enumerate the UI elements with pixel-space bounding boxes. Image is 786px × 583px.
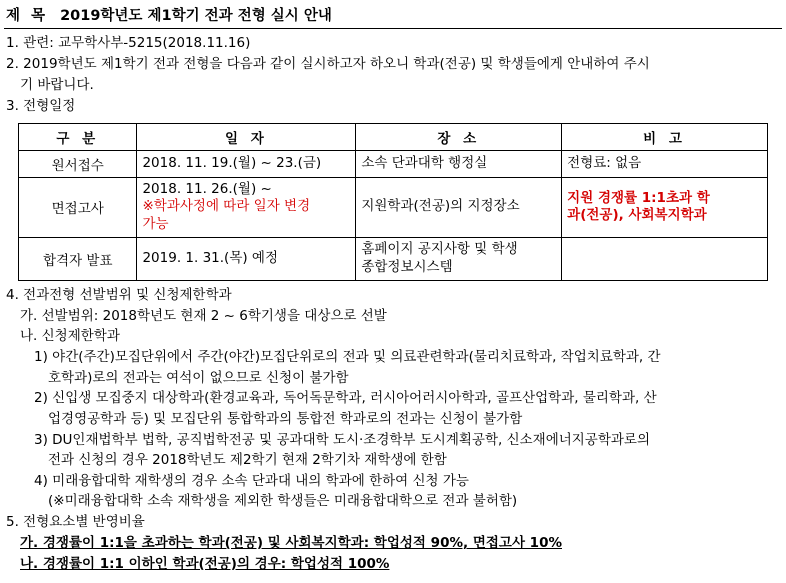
item-2: 2. 2019학년도 제1학기 전과 전형을 다음과 같이 실시하고자 하오니 학과(전공) 및 학생들에게 안내하여 주시 (6, 56, 650, 73)
header-gubun: 구 분 (19, 123, 137, 150)
cell-date-line: 2018. 11. 26.(월) ~ (142, 180, 272, 197)
item-2-cont: 기 바랍니다. (20, 77, 94, 94)
section-4-heading: 4. 전과전형 선발범위 및 신청제한학과 (6, 286, 232, 303)
cell-note (562, 238, 768, 281)
table-row (19, 177, 768, 237)
cell-date (137, 238, 356, 281)
section-4-line: 업경영공학과 등) 및 모집단위 통합학과의 통합전 학과로의 전과는 신청이 불가함 (48, 410, 523, 427)
section-4-line: (※미래융합대학 소속 재학생을 제외한 학생들은 미래융합대학으로 전과 불허함) (48, 493, 518, 510)
document-title (0, 0, 786, 28)
section-4-line: 1) 야간(주간)모집단위에서 주간(야간)모집단위로의 전과 및 의료관련학과(물리치료학과, 작업치료학과, 간 (34, 349, 661, 366)
cell-place-line: 홈페이지 공지사항 및 학생 (361, 241, 518, 258)
cell-place (356, 150, 562, 177)
cell-place-line: 소속 단과대학 행정실 (361, 154, 488, 171)
title-label: 제 목 (6, 8, 49, 24)
section-5-line: 나. 경쟁률이 1:1 이하인 학과(전공)의 경우: 학업성적 100% (20, 555, 390, 572)
cell-gubun: 면접고사 (19, 177, 137, 237)
cell-place-line: 지원학과(전공)의 지정장소 (361, 198, 520, 215)
header-date: 일 자 (137, 123, 356, 150)
cell-date (137, 177, 356, 237)
cell-note (562, 177, 768, 237)
cell-date (137, 150, 356, 177)
section-4-line: 4) 미래융합대학 재학생의 경우 소속 단과대 내의 학과에 한하여 신청 가능 (34, 472, 469, 489)
section-4-line: 전과 신청의 경우 2018학년도 제2학기 현재 2학기차 재학생에 한함 (48, 452, 447, 469)
page-cut-edge (0, 575, 786, 583)
section-4-line: 호학과)로의 전과는 여석이 없으므로 신청이 불가함 (48, 369, 349, 386)
cell-place (356, 238, 562, 281)
cell-note (562, 150, 768, 177)
table-header-row (19, 123, 768, 150)
table-row (19, 150, 768, 177)
cell-date-note-line: 가능 (142, 216, 169, 233)
cell-date-line: 2019. 1. 31.(목) 예정 (142, 249, 278, 266)
item-1: 1. 관련: 교무학사부-5215(2018.11.16) (6, 35, 251, 51)
section-5-heading: 5. 전형요소별 반영비율 (6, 514, 145, 531)
cell-date-note-line: ※학과사정에 따라 일자 변경 (142, 198, 311, 215)
title-divider (4, 28, 782, 29)
header-place: 장 소 (356, 123, 562, 150)
item-3: 3. 전형일정 (6, 98, 76, 115)
cell-note-line: 전형료: 없음 (567, 154, 642, 171)
section-4-line: 나. 신청제한학과 (20, 328, 120, 345)
cell-note-line: 지원 경쟁률 1:1초과 학 (567, 189, 710, 206)
cell-gubun: 합격자 발표 (19, 238, 137, 281)
cell-place (356, 177, 562, 237)
cell-place-line: 종합정보시스템 (361, 258, 453, 275)
cell-date-line: 2018. 11. 19.(월) ~ 23.(금) (142, 154, 322, 171)
cell-gubun: 원서접수 (19, 150, 137, 177)
table-row (19, 238, 768, 281)
schedule-table (18, 123, 768, 281)
section-4-line: 3) DU인재법학부 법학, 공직법학전공 및 공과대학 도시·조경학부 도시계획공학, 신소재에너지공학과로의 (34, 431, 651, 448)
section-5-line: 가. 경쟁률이 1:1을 초과하는 학과(전공) 및 사회복지학과: 학업성적 90%, 면접고사 10% (20, 535, 562, 552)
header-note: 비 고 (562, 123, 768, 150)
cell-note-line: 과(전공), 사회복지학과 (567, 207, 707, 224)
section-4-line: 가. 선발범위: 2018학년도 현재 2 ~ 6학기생을 대상으로 선발 (20, 307, 387, 324)
title-text: 2019학년도 제1학기 전과 전형 실시 안내 (60, 8, 332, 24)
section-4-line: 2) 신입생 모집중지 대상학과(환경교육과, 독어독문학과, 러시아어러시아학과, 골프산업학과, 물리학과, 산 (34, 390, 657, 407)
